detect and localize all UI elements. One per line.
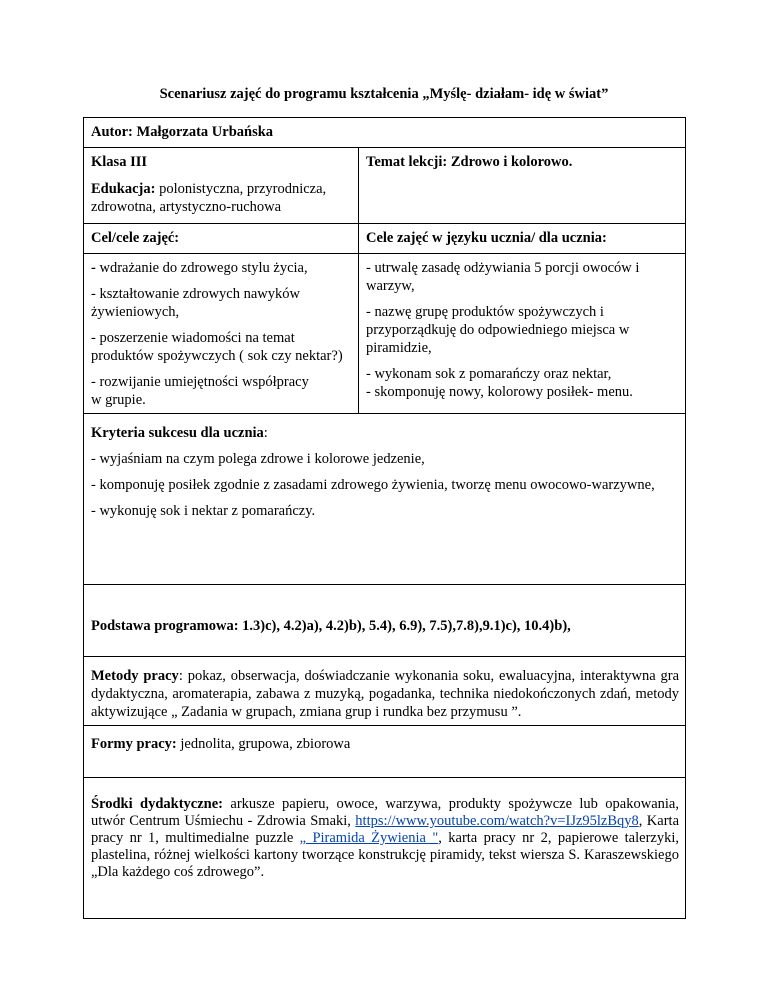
edukacja-label: Edukacja: bbox=[91, 181, 156, 197]
resources-cell bbox=[84, 778, 686, 919]
student-goal-item: - nazwę grupę produktów spożywczych i przyporządkuję do odpowiedniego miejsca w piramidzie, bbox=[366, 304, 630, 356]
goals-cell bbox=[84, 254, 359, 414]
goals-header-cell bbox=[84, 224, 359, 254]
topic-cell bbox=[359, 148, 686, 224]
resources-text-after: , karta pracy nr 2, papierowe talerzyki, plastelina, różnej wielkości kartony tworzące konstrukcję piramidy, tekst wiersza S. Karaszewskiego „Dla każdego coś zdrowego”. bbox=[91, 830, 680, 880]
criteria-item: - wyjaśniam na czym polega zdrowe i kolorowe jedzenie, bbox=[91, 451, 425, 467]
resources-text-mid: , Karta pracy nr 1, multimedialne puzzle bbox=[91, 813, 680, 846]
goal-item: - kształtowanie zdrowych nawyków żywieniowych, bbox=[91, 286, 300, 320]
methods-cell bbox=[84, 657, 686, 726]
document-title: Scenariusz zajęć do programu kształcenia „Myślę- działam- idę w świat” bbox=[159, 86, 609, 102]
criteria-heading bbox=[91, 424, 679, 442]
goal-item: - rozwijanie umiejętności współpracy bbox=[91, 374, 309, 390]
goal-dash: - bbox=[91, 260, 96, 276]
methods-label: Metody pracy bbox=[91, 668, 179, 684]
author-cell bbox=[84, 118, 686, 148]
scenario-table bbox=[83, 117, 686, 919]
goal-text: wdrażanie do zdrowego stylu życia, bbox=[95, 260, 308, 276]
goal-item bbox=[91, 259, 352, 277]
forms-text bbox=[91, 735, 679, 753]
curriculum-text: Podstawa programowa: 1.3)c), 4.2)a), 4.2)b), 5.4), 6.9), 7.5),7.8),9.1)c), 10.4)b), bbox=[91, 618, 571, 634]
goals-header-row bbox=[84, 224, 686, 254]
student-goals-cell bbox=[359, 254, 686, 414]
resources-label: Środki dydaktyczne: bbox=[91, 796, 223, 812]
author-name: Małgorzata Urbańska bbox=[136, 124, 274, 140]
student-goal-item: - skomponuję nowy, kolorowy posiłek- menu. bbox=[366, 384, 633, 400]
criteria-item: - komponuję posiłek zgodnie z zasadami zdrowego żywienia, tworzę menu owocowo-warzywne, bbox=[91, 477, 655, 493]
methods-row bbox=[84, 657, 686, 726]
criteria-row bbox=[84, 414, 686, 585]
class-row bbox=[84, 148, 686, 224]
goal-item: - poszerzenie wiadomości na temat produktów spożywczych ( sok czy nektar?) bbox=[91, 330, 343, 364]
resources-row bbox=[84, 778, 686, 919]
methods-text bbox=[91, 667, 679, 721]
resources-text-before: arkusze papieru, owoce, warzywa, produkty spożywcze lub opakowania, utwór Centrum Uśmiechu - Zdrowia Smaki, bbox=[91, 796, 679, 829]
student-goals-header: Cele zajęć w języku ucznia/ dla ucznia: bbox=[366, 230, 607, 246]
class-cell bbox=[84, 148, 359, 224]
methods-value: : pokaz, obserwacja, doświadczanie wykonania soku, ewaluacyjna, interaktywna gra dydaktyczna, aromaterapia, zabawa z muzyką, pogadanka, technika niedokończonych zdań, metody aktywizujące „ Zadania w grupach, zmiana grup i rundka bez przymusu ”. bbox=[91, 668, 679, 720]
student-goals-header-cell bbox=[359, 224, 686, 254]
criteria-item: - wykonuję sok i nektar z pomarańczy. bbox=[91, 503, 316, 519]
author-label: Autor: bbox=[91, 124, 133, 140]
forms-label: Formy pracy: bbox=[91, 736, 177, 752]
criteria-cell bbox=[84, 414, 686, 585]
curriculum-cell bbox=[84, 585, 686, 657]
goals-header: Cel/cele zajęć: bbox=[91, 230, 180, 246]
forms-value: jednolita, grupowa, zbiorowa bbox=[176, 736, 351, 752]
curriculum-row bbox=[84, 585, 686, 657]
topic-label: Temat lekcji: Zdrowo i kolorowo. bbox=[366, 154, 573, 170]
goal-item: w grupie. bbox=[91, 392, 146, 408]
class-label: Klasa III bbox=[91, 154, 148, 170]
criteria-label: Kryteria sukcesu dla ucznia bbox=[91, 425, 264, 441]
puzzle-link[interactable]: „ Piramida Żywienia " bbox=[299, 830, 439, 846]
author-row bbox=[84, 118, 686, 148]
student-goal-item: - utrwalę zasadę odżywiania 5 porcji owoców i warzyw, bbox=[366, 260, 640, 294]
criteria-colon: : bbox=[263, 425, 268, 441]
student-goal-item: - wykonam sok z pomarańczy oraz nektar, bbox=[366, 366, 612, 382]
forms-cell bbox=[84, 726, 686, 778]
resources-text bbox=[91, 796, 679, 881]
edukacja-text bbox=[91, 180, 352, 216]
youtube-link[interactable]: https://www.youtube.com/watch?v=IJz95lzBqy8 bbox=[355, 813, 639, 829]
edukacja-value: polonistyczna, przyrodnicza, zdrowotna, artystyczno-ruchowa bbox=[91, 181, 327, 215]
forms-row bbox=[84, 726, 686, 778]
goals-row bbox=[84, 254, 686, 414]
